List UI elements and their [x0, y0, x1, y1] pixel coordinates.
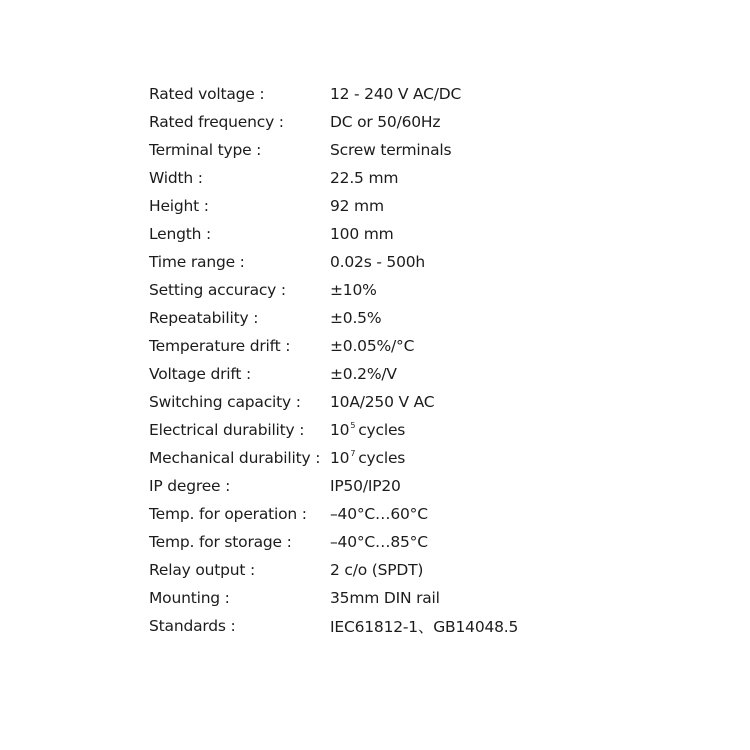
spec-row-rated-voltage	[149, 80, 589, 108]
spec-label: Relay output :	[149, 561, 255, 579]
spec-value: ±10%	[330, 281, 377, 299]
spec-value: 10A/250 V AC	[330, 393, 435, 411]
value-base: 10	[330, 421, 350, 439]
value-exponent: 7	[350, 449, 356, 458]
spec-table	[149, 80, 589, 640]
spec-value: ±0.2%/V	[330, 365, 397, 383]
spec-value: IP50/IP20	[330, 477, 401, 495]
spec-row-temperature-drift	[149, 332, 589, 360]
spec-label: Rated frequency :	[149, 113, 284, 131]
spec-label: Length :	[149, 225, 212, 243]
spec-label: Switching capacity :	[149, 393, 301, 411]
spec-row-width	[149, 164, 589, 192]
spec-row-standards	[149, 612, 589, 640]
spec-label: Repeatability :	[149, 309, 259, 327]
spec-row-mounting	[149, 584, 589, 612]
spec-label: Temp. for storage :	[149, 533, 292, 551]
spec-value: 35mm DIN rail	[330, 589, 440, 607]
value-exponent: 5	[350, 421, 356, 430]
spec-value: –40°C…60°C	[330, 505, 428, 523]
spec-label: Setting accuracy :	[149, 281, 286, 299]
spec-value: 12 - 240 V AC/DC	[330, 85, 462, 103]
spec-label: IP degree :	[149, 477, 231, 495]
spec-value: –40°C…85°C	[330, 533, 428, 551]
spec-label: Standards :	[149, 617, 236, 635]
spec-value: Screw terminals	[330, 141, 452, 159]
spec-row-repeatability	[149, 304, 589, 332]
spec-label: Width :	[149, 169, 203, 187]
spec-value: 22.5 mm	[330, 169, 399, 187]
spec-label: Time range :	[149, 253, 245, 271]
value-unit: cycles	[358, 449, 406, 467]
spec-label: Mounting :	[149, 589, 230, 607]
spec-row-time-range	[149, 248, 589, 276]
spec-value: 0.02s - 500h	[330, 253, 426, 271]
spec-label: Temperature drift :	[149, 337, 291, 355]
spec-value	[330, 449, 589, 467]
value-base: 10	[330, 449, 350, 467]
spec-label: Height :	[149, 197, 209, 215]
spec-value: ±0.05%/°C	[330, 337, 415, 355]
spec-row-rated-frequency	[149, 108, 589, 136]
spec-label: Voltage drift :	[149, 365, 251, 383]
spec-row-switching-capacity	[149, 388, 589, 416]
spec-label: Terminal type :	[149, 141, 262, 159]
spec-row-terminal-type	[149, 136, 589, 164]
spec-value: IEC61812-1、GB14048.5	[330, 618, 519, 636]
spec-value: ±0.5%	[330, 309, 382, 327]
value-unit: cycles	[358, 421, 406, 439]
spec-value	[330, 421, 589, 439]
spec-row-ip-degree	[149, 472, 589, 500]
spec-row-length	[149, 220, 589, 248]
spec-row-temp-operation	[149, 500, 589, 528]
spec-label: Electrical durability :	[149, 421, 305, 439]
spec-label: Temp. for operation :	[149, 505, 307, 523]
spec-value: 2 c/o (SPDT)	[330, 561, 424, 579]
spec-row-height	[149, 192, 589, 220]
spec-value: 100 mm	[330, 225, 394, 243]
spec-row-temp-storage	[149, 528, 589, 556]
spec-label: Mechanical durability :	[149, 449, 321, 467]
spec-value: DC or 50/60Hz	[330, 113, 441, 131]
spec-row-voltage-drift	[149, 360, 589, 388]
spec-row-mechanical-durability	[149, 444, 589, 472]
spec-row-relay-output	[149, 556, 589, 584]
spec-row-electrical-durability	[149, 416, 589, 444]
spec-value: 92 mm	[330, 197, 384, 215]
spec-row-setting-accuracy	[149, 276, 589, 304]
spec-label: Rated voltage :	[149, 85, 265, 103]
